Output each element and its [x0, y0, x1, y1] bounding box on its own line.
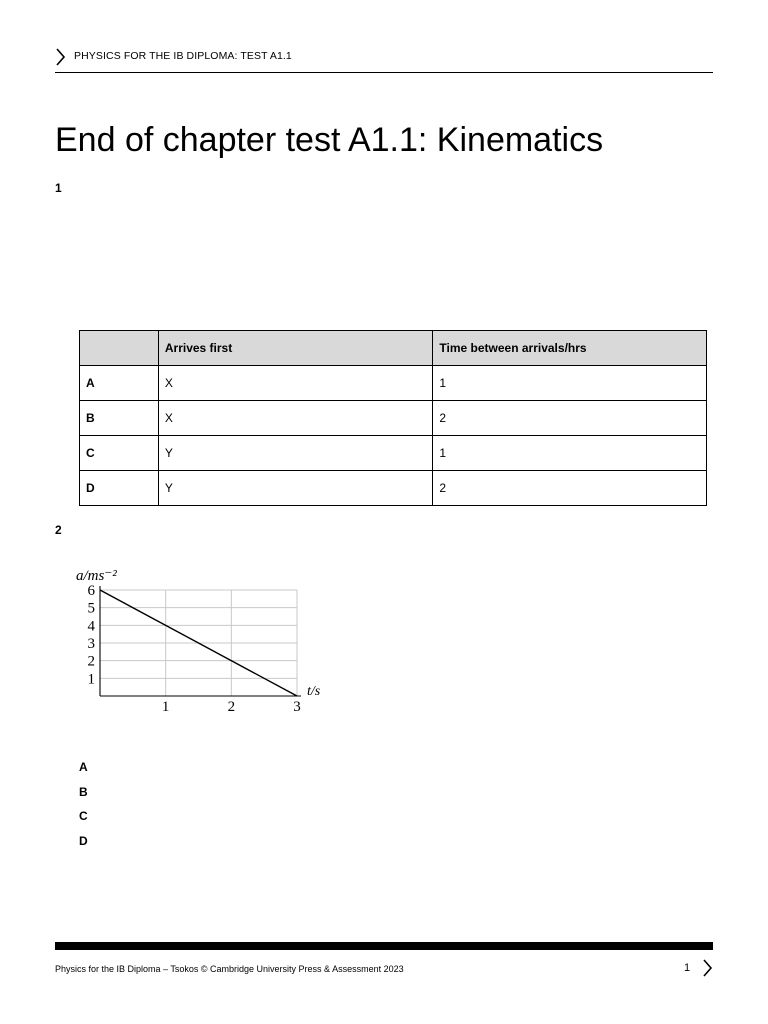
choice-label: D — [79, 833, 88, 848]
x-tick-label: 2 — [227, 699, 236, 715]
choice-label: C — [79, 809, 88, 823]
time-cell: 2 — [433, 401, 707, 436]
y-tick-label: 2 — [87, 653, 95, 670]
option-label: D — [80, 471, 159, 506]
choice-label: B — [79, 784, 88, 799]
table-row — [80, 436, 707, 471]
graph-axes — [100, 586, 301, 696]
table-row — [80, 471, 707, 506]
page-number: 1 — [684, 962, 691, 974]
table-header-cell — [80, 331, 159, 366]
chevron-right-icon — [702, 959, 714, 977]
question-2-number: 2 — [55, 523, 62, 537]
table-row — [80, 366, 707, 401]
graph-tick-labels — [88, 583, 301, 715]
table-row — [80, 401, 707, 436]
time-cell: 1 — [433, 366, 707, 401]
acceleration-time-graph — [70, 560, 340, 720]
table-header-cell: Time between arrivals/hrs — [433, 331, 707, 366]
option-label: A — [80, 366, 159, 401]
chevron-right-icon — [55, 48, 67, 66]
footer-copyright: Physics for the IB Diploma – Tsokos © Cambridge University Press & Assessment 2023 — [55, 964, 404, 974]
x-tick-label: 1 — [161, 699, 170, 715]
option-label: B — [80, 401, 159, 436]
time-cell: 1 — [433, 436, 707, 471]
answer-table — [79, 330, 707, 506]
page-title: End of chapter test A1.1: Kinematics — [55, 121, 604, 159]
table-header-row — [80, 331, 707, 366]
option-label: C — [80, 436, 159, 471]
y-tick-label: 5 — [87, 600, 95, 617]
y-tick-label: 4 — [87, 618, 95, 635]
x-tick-label: 3 — [293, 699, 301, 715]
question-1-number: 1 — [55, 181, 62, 195]
y-tick-label: 6 — [87, 583, 95, 599]
arrives-first-cell: X — [158, 366, 433, 401]
running-title: PHYSICS FOR THE IB DIPLOMA: TEST A1.1 — [74, 50, 292, 62]
y-tick-label: 3 — [87, 636, 95, 652]
table-header-cell: Arrives first — [158, 331, 433, 366]
question-2-choices — [79, 760, 88, 858]
arrives-first-cell: Y — [158, 471, 433, 506]
x-axis-label: t/s — [307, 684, 321, 699]
y-axis-label: a/ms⁻² — [76, 568, 117, 584]
time-cell: 2 — [433, 471, 707, 506]
running-header — [55, 48, 713, 73]
footer-divider — [55, 942, 713, 950]
arrives-first-cell: Y — [158, 436, 433, 471]
choice-label: A — [79, 760, 88, 774]
arrives-first-cell: X — [158, 401, 433, 436]
y-tick-label: 1 — [87, 671, 95, 688]
